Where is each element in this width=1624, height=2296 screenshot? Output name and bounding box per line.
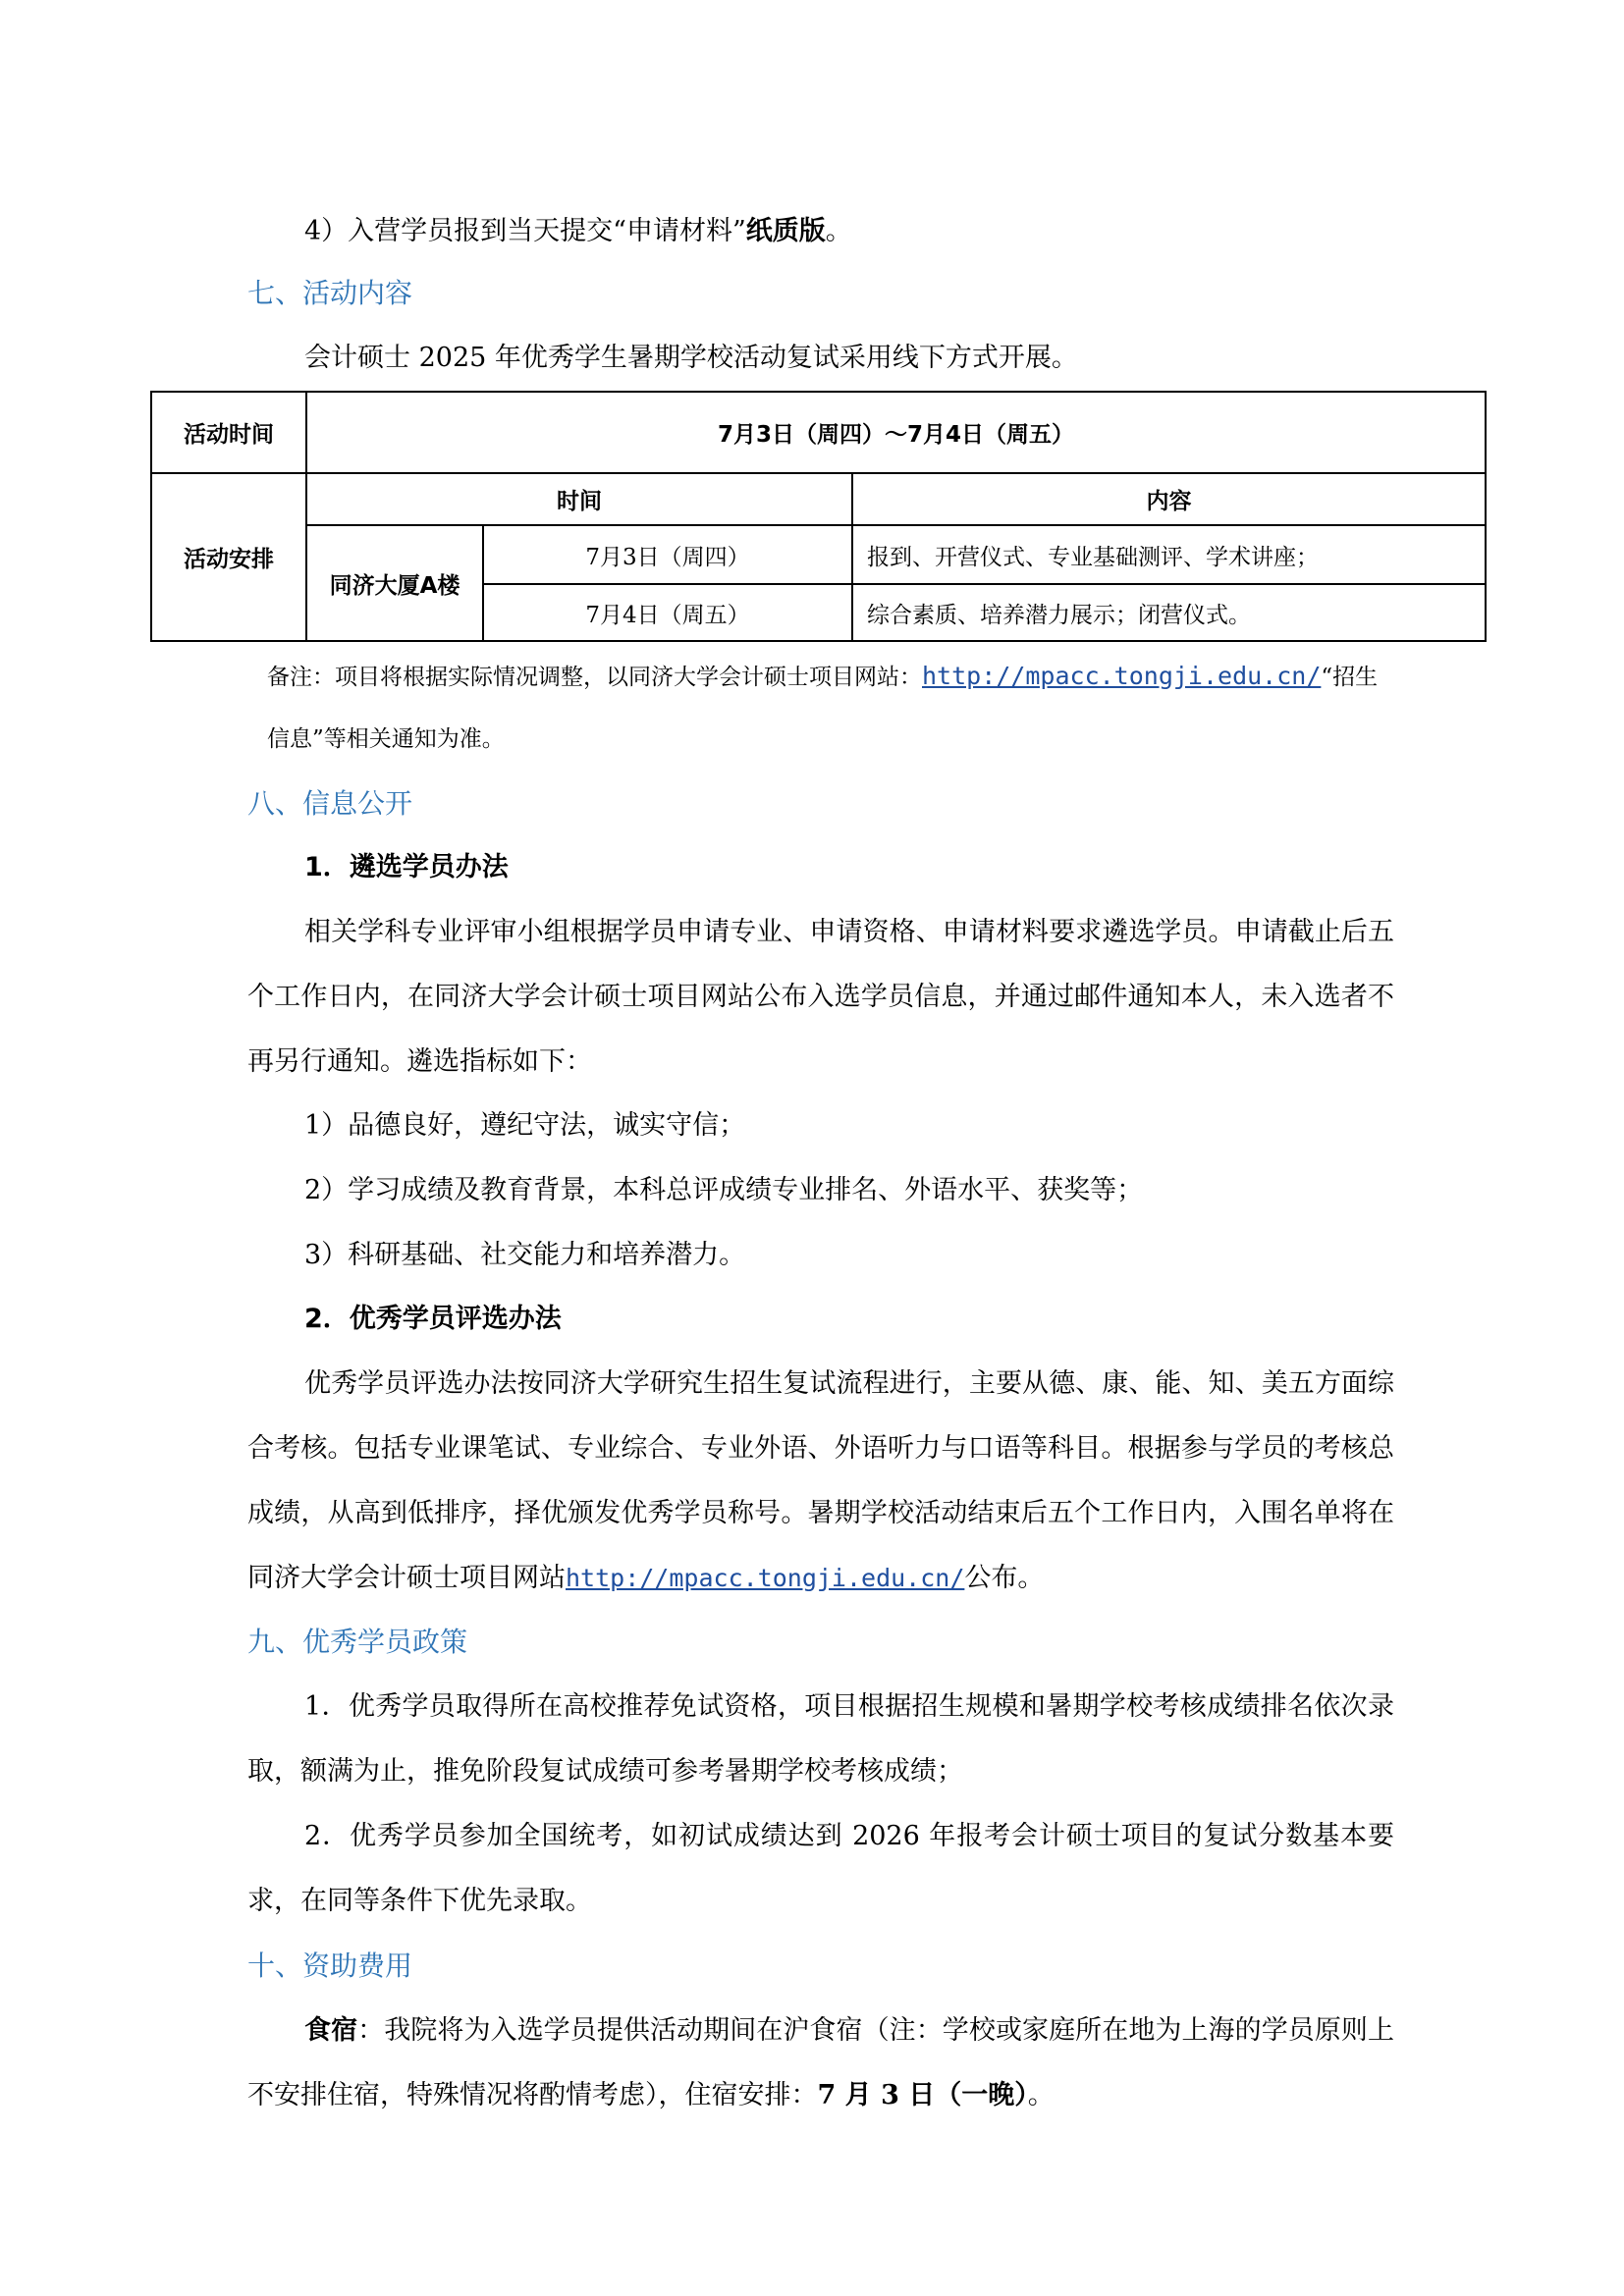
schedule-location: 同济大厦A楼 xyxy=(306,525,483,641)
subheading-selection-method: 1．遴选学员办法 xyxy=(304,852,509,882)
activity-time-label: 活动时间 xyxy=(151,392,306,473)
project-website-link[interactable]: http://mpacc.tongji.edu.cn/ xyxy=(922,662,1322,690)
table-note-line2: 信息”等相关通知为准。 xyxy=(267,726,505,752)
schedule-content: 报到、开营仪式、专业基础测评、学术讲座； xyxy=(852,525,1486,584)
schedule-date: 7月3日（周四） xyxy=(483,525,852,584)
policy-paragraph-1: 1．优秀学员取得所在高校推荐免试资格，项目根据招生规模和暑期学校考核成绩排名依次录取，额满为止，推免阶段复试成绩可参考暑期学校考核成绩； xyxy=(247,1691,1394,1787)
column-header-content: 内容 xyxy=(852,473,1486,525)
section-heading-9: 九、优秀学员政策 xyxy=(247,1626,468,1658)
section-heading-8: 八、信息公开 xyxy=(247,787,413,820)
activity-time-value: 7月3日（周四）～7月4日（周五） xyxy=(306,392,1486,473)
evaluation-method-paragraph: 优秀学员评选办法按同济大学研究生招生复试流程进行，主要从德、康、能、知、美五方面综合考核。包括专业课笔试、专业综合、专业外语、外语听力与口语等科目。根据参与学员的考核总成绩，从高到低排序，择优颁发优秀学员称号。暑期学校活动结束后五个工作日内，入围名单将在同济大学会计硕士项目网站http://mpacc.tongji.edu.cn/公布。 xyxy=(247,1368,1394,1593)
selection-method-paragraph: 相关学科专业评审小组根据学员申请专业、申请资格、申请材料要求遴选学员。申请截止后五个工作日内，在同济大学会计硕士项目网站公布入选学员信息，并通过邮件通知本人，未入选者不再另行通知。遴选指标如下： xyxy=(247,917,1394,1077)
list-item-4: 4）入营学员报到当天提交“申请材料”纸质版。 xyxy=(304,216,852,246)
criteria-item: 1）品德良好，遵纪守法，诚实守信； xyxy=(304,1110,746,1141)
section-7-intro: 会计硕士 2025 年优秀学生暑期学校活动复试采用线下方式开展。 xyxy=(304,343,1078,373)
project-website-link[interactable]: http://mpacc.tongji.edu.cn/ xyxy=(566,1564,965,1592)
activity-schedule-label: 活动安排 xyxy=(151,473,306,641)
criteria-item: 3）科研基础、社交能力和培养潜力。 xyxy=(304,1240,746,1270)
section-heading-7: 七、活动内容 xyxy=(247,277,413,309)
funding-paragraph: 食宿：我院将为入选学员提供活动期间在沪食宿（注：学校或家庭所在地为上海的学员原则上不安排住宿，特殊情况将酌情考虑），住宿安排：7 月 3 日（一晚）。 xyxy=(247,2015,1395,2110)
subheading-evaluation-method: 2．优秀学员评选办法 xyxy=(304,1304,562,1334)
table-note: 备注：项目将根据实际情况调整，以同济大学会计硕士项目网站：http://mpacc.tongji.edu.cn/“招生 xyxy=(267,662,1379,690)
activity-schedule-table xyxy=(150,391,1487,642)
schedule-date: 7月4日（周五） xyxy=(483,584,852,641)
schedule-content: 综合素质、培养潜力展示；闭营仪式。 xyxy=(852,584,1486,641)
criteria-item: 2）学习成绩及教育背景，本科总评成绩专业排名、外语水平、获奖等； xyxy=(304,1175,1144,1205)
policy-paragraph-2: 2．优秀学员参加全国统考，如初试成绩达到 2026 年报考会计硕士项目的复试分数基本要求，在同等条件下优先录取。 xyxy=(247,1821,1394,1916)
column-header-time: 时间 xyxy=(306,473,852,525)
section-heading-10: 十、资助费用 xyxy=(247,1949,413,1982)
